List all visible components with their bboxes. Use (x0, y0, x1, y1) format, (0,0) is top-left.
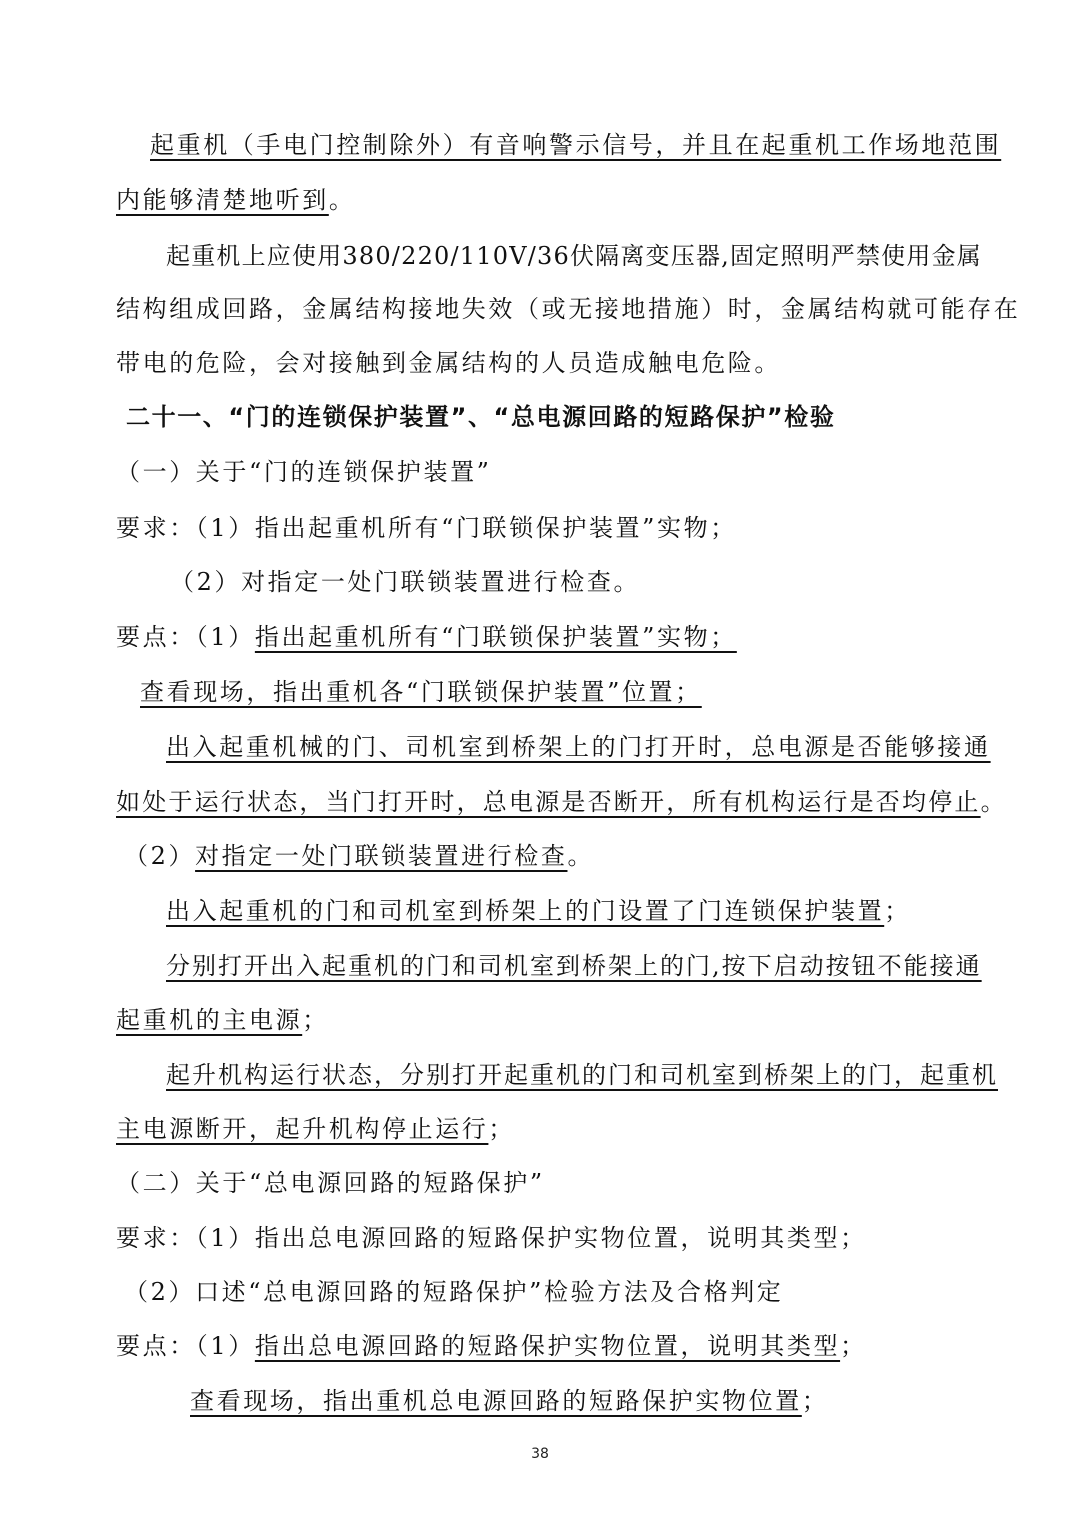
key-point-line: 查看现场，指出重机各“门联锁保护装置”位置； (140, 678, 702, 706)
paragraph-line: 带电的危险，会对接触到金属结构的人员造成触电危险。 (116, 349, 781, 377)
requirement-line: 要求：（1）指出起重机所有“门联锁保护装置”实物； (116, 514, 737, 542)
key-point-line: 查看现场，指出重机总电源回路的短路保护实物位置； (190, 1387, 829, 1415)
requirement-line: 要求：（1）指出总电源回路的短路保护实物位置，说明其类型； (116, 1224, 867, 1252)
paragraph-line: 结构组成回路，金属结构接地失效（或无接地措施）时，金属结构就可能存在 (116, 295, 1021, 323)
paragraph-line: 内能够清楚地听到。 (116, 186, 356, 214)
requirement-line: （2）口述“总电源回路的短路保护”检验方法及合格判定 (124, 1278, 784, 1306)
page-number: 38 (531, 1446, 549, 1462)
key-point-line: 出入起重机械的门、司机室到桥架上的门打开时，总电源是否能够接通 (166, 733, 991, 761)
key-point-line: 分别打开出入起重机的门和司机室到桥架上的门,按下启动按钮不能接通 (166, 952, 982, 980)
key-point-line: 要点：（1）指出总电源回路的短路保护实物位置，说明其类型； (116, 1332, 867, 1360)
subsection-heading: （一）关于“门的连锁保护装置” (116, 458, 492, 486)
paragraph-line: 起重机（手电门控制除外）有音响警示信号，并且在起重机工作场地范围 (150, 131, 1002, 159)
subsection-heading: （二）关于“总电源回路的短路保护” (116, 1169, 545, 1197)
key-point-line: 出入起重机的门和司机室到桥架上的门设置了门连锁保护装置； (166, 897, 911, 925)
key-point-line: 起重机的主电源； (116, 1006, 329, 1034)
key-point-line: 主电源断开，起升机构停止运行； (116, 1115, 516, 1143)
key-point-line: 如处于运行状态，当门打开时，总电源是否断开，所有机构运行是否均停止。 (116, 788, 1007, 816)
paragraph-line: 起重机上应使用380/220/110V/36伏隔离变压器,固定照明严禁使用金属 (166, 242, 982, 270)
key-point-line: 要点：（1）指出起重机所有“门联锁保护装置”实物； (116, 623, 737, 651)
requirement-line: （2）对指定一处门联锁装置进行检查。 (170, 568, 641, 596)
section-heading: 二十一、“门的连锁保护装置”、“总电源回路的短路保护”检验 (126, 403, 836, 431)
key-point-line: 起升机构运行状态，分别打开起重机的门和司机室到桥架上的门，起重机 (166, 1061, 998, 1089)
key-point-line: （2）对指定一处门联锁装置进行检查。 (124, 842, 595, 870)
